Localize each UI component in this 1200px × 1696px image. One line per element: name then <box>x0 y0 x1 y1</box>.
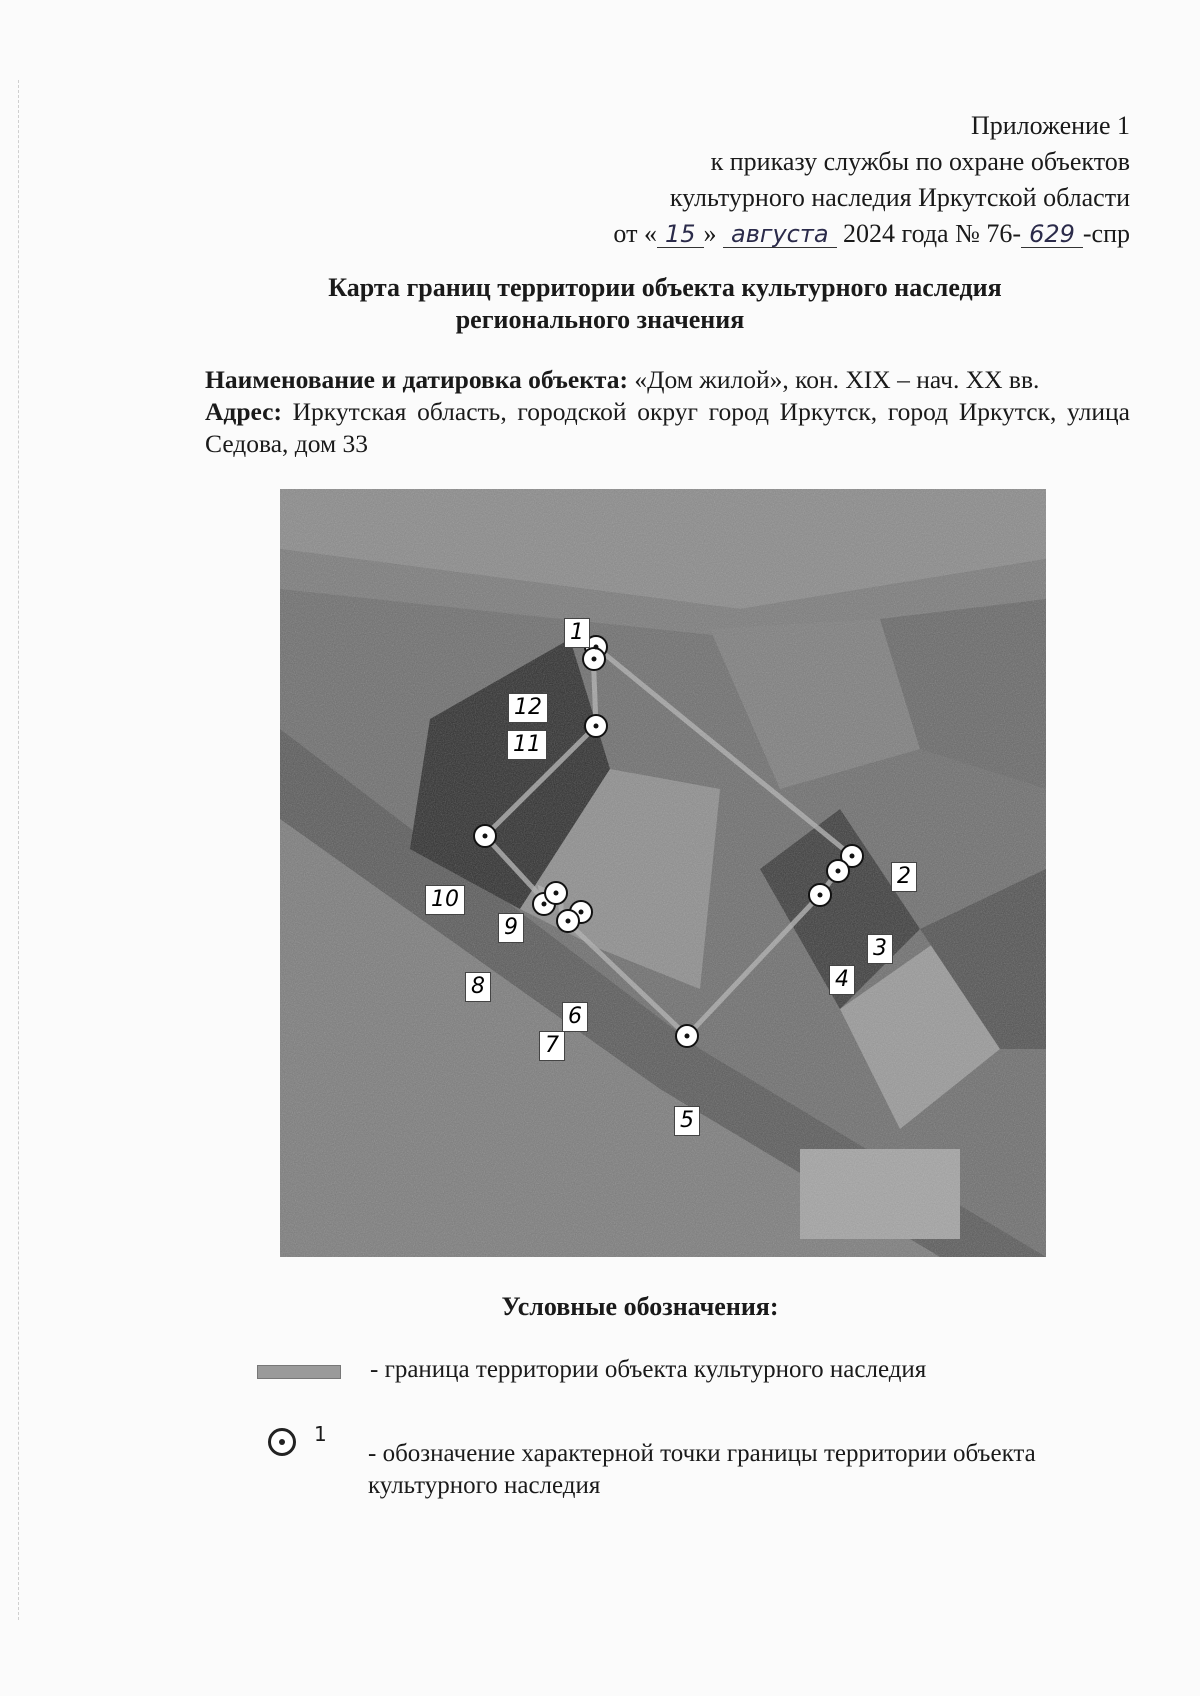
point-label-4: 4 <box>829 965 855 995</box>
point-label-3: 3 <box>867 934 893 964</box>
document-title <box>0 272 1200 336</box>
title-line-2: регионального значения <box>455 305 745 334</box>
point-label-2: 2 <box>891 862 917 892</box>
point-label-5: 5 <box>674 1106 700 1136</box>
handwritten-month: августа <box>723 221 837 248</box>
object-address-label: Адрес: <box>205 397 282 426</box>
object-info <box>205 364 1130 460</box>
point-label-12: 12 <box>508 693 548 723</box>
point-label-6: 6 <box>562 1002 588 1032</box>
aerial-map-image <box>280 489 1046 1257</box>
legend-boundary-text: - граница территории объекта культурного наследия <box>370 1356 927 1383</box>
object-name-line <box>205 364 1130 396</box>
point-label-11: 11 <box>507 730 547 760</box>
header-line-2: к приказу службы по охране объектов <box>710 147 1130 176</box>
object-name-value: «Дом жилой», кон. XIX – нач. XX вв. <box>627 365 1040 394</box>
boundary-line-legend-swatch <box>257 1365 341 1379</box>
boundary-map <box>280 489 1046 1257</box>
header-line-3: культурного наследия Иркутской области <box>669 183 1130 212</box>
handwritten-day: 15 <box>657 221 704 248</box>
header-date-line <box>613 216 1130 252</box>
title-line-1: Карта границ территории объекта культурного наследия <box>328 273 1002 302</box>
point-marker-legend-icon <box>268 1428 296 1456</box>
point-label-8: 8 <box>465 972 491 1002</box>
appendix-header <box>613 108 1130 252</box>
date-suffix: 2024 года № 76- <box>843 219 1022 248</box>
object-address-line <box>205 396 1130 460</box>
date-prefix: от « <box>613 219 657 248</box>
date-mid: » <box>703 219 717 248</box>
number-suffix: -спр <box>1082 219 1130 248</box>
point-label-1: 1 <box>564 618 590 648</box>
legend-point-number: 1 <box>314 1422 327 1446</box>
point-label-9: 9 <box>498 913 524 943</box>
point-label-10: 10 <box>425 885 465 915</box>
object-address-value: Иркутская область, городской округ город Иркутск, город Иркутск, улица Седова, дом 33 <box>205 397 1130 458</box>
legend-title: Условные обозначения: <box>501 1292 779 1321</box>
header-line-1: Приложение 1 <box>970 111 1130 140</box>
point-label-7: 7 <box>539 1031 565 1061</box>
legend-point-text: - обозначение характерной точки границы территории объекта культурного наследия <box>368 1440 1036 1499</box>
object-name-label: Наименование и датировка объекта: <box>205 365 628 394</box>
handwritten-number: 629 <box>1021 221 1083 248</box>
